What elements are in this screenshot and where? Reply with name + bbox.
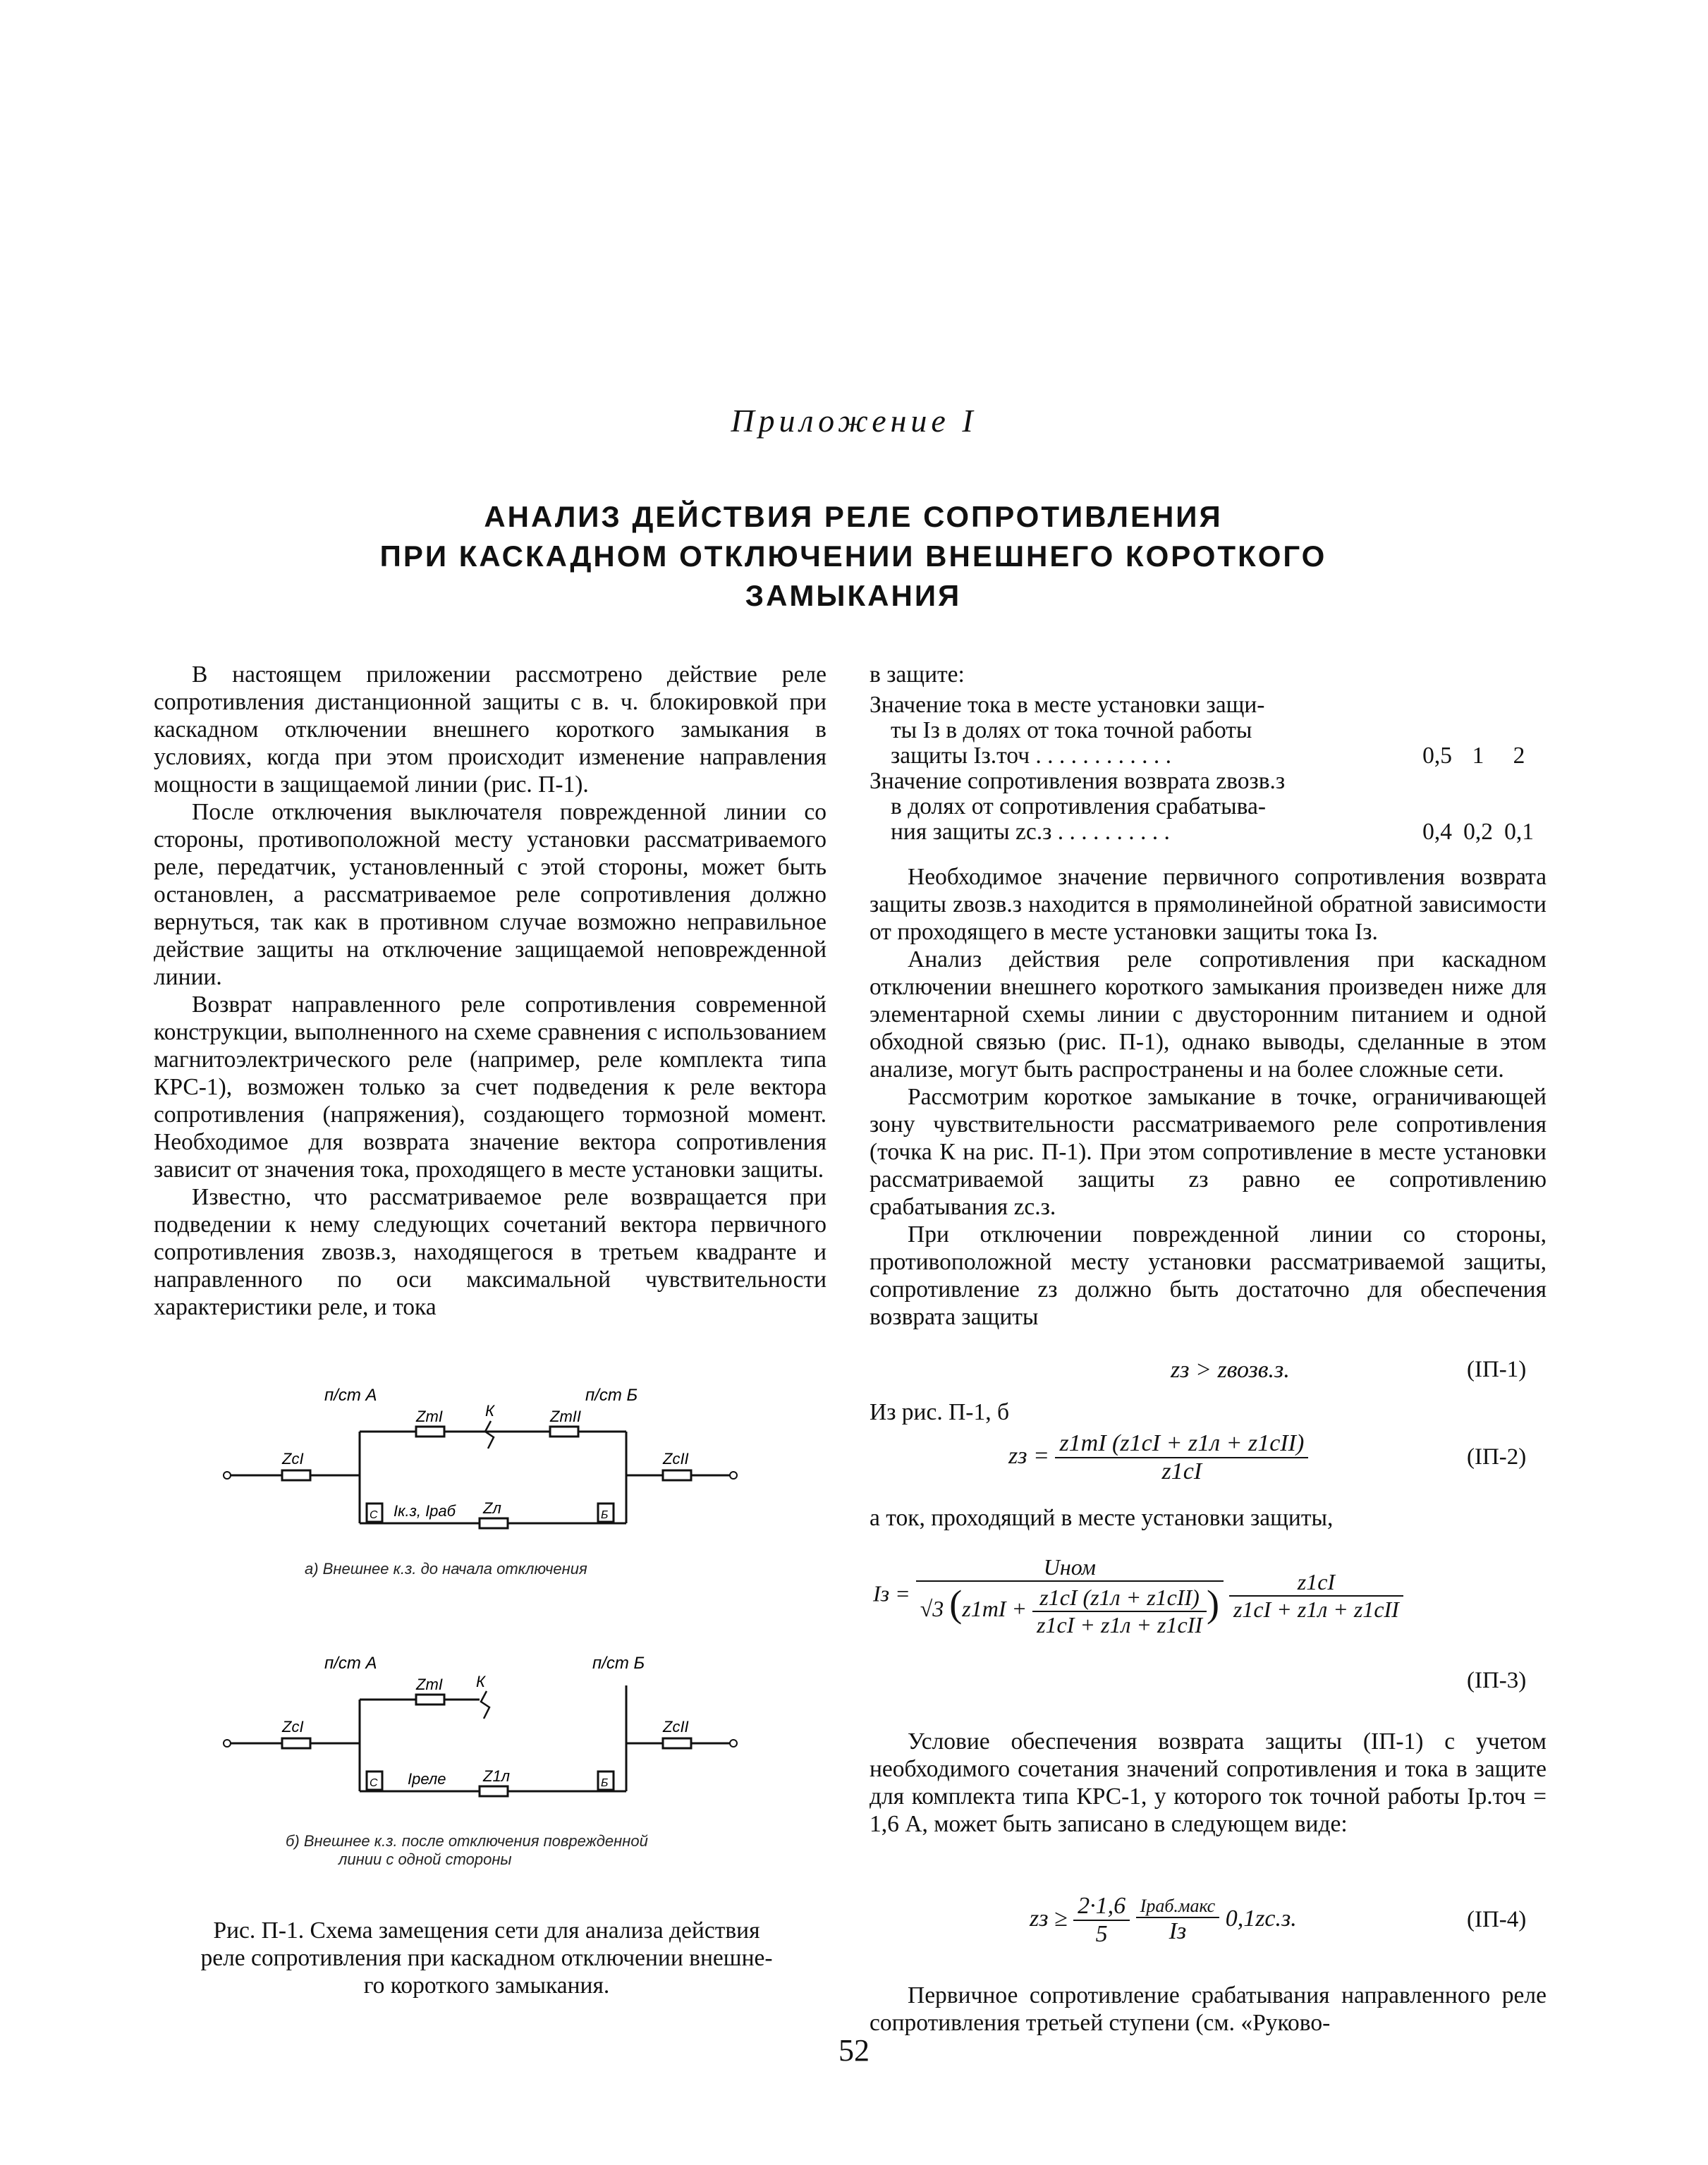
table-cell: 0,2: [1463, 819, 1493, 845]
fraction: [1073, 1893, 1130, 1948]
equation-1: zз > zвозв.з.: [1171, 1357, 1290, 1383]
inner-numerator: z1cI (z1л + z1cII): [1032, 1585, 1207, 1612]
right-column-last: [870, 1982, 1547, 2037]
title-line: ЗАМЫКАНИЯ: [745, 579, 962, 612]
table-cell: [870, 769, 1417, 845]
denominator: 5: [1095, 1921, 1108, 1947]
current-label: Iк.з, Iраб: [394, 1502, 456, 1520]
table-cell: 0,1: [1504, 819, 1534, 845]
numerator: 2·1,6: [1073, 1893, 1130, 1921]
equation-4: [1030, 1893, 1297, 1948]
page-title: [353, 497, 1354, 616]
denominator: Iз: [1169, 1918, 1187, 1944]
table-row: [870, 769, 1539, 845]
caption-line: Рис. П-1. Схема замещения сети для анализа действия: [213, 1917, 760, 1944]
current-label: Iреле: [408, 1770, 446, 1788]
z-source-left-label: ZсI: [282, 1718, 304, 1736]
right-column: [870, 661, 1547, 1331]
caption-line: реле сопротивления при каскадном отключении внешне-: [200, 1945, 773, 1971]
fault-point-label: К: [485, 1402, 494, 1420]
substation-b-label: п/ст Б: [585, 1386, 638, 1405]
z-bottom-label: Z1л: [483, 1767, 511, 1785]
paragraph: Возврат направленного реле сопротивления современной конструкции, выполненного на схеме сравнения с использованием магнитоэлектрического реле (например, реле комплекта типа КРС-1), возможен только за счет подведения к реле вектора сопротивления (напряжения), создающего тормозной момент. Необходимое для возврата значение вектора сопротивления зависит от значения тока, проходящего в месте установки защиты.: [154, 992, 826, 1183]
table-cell: 2: [1513, 743, 1525, 769]
fraction: [1136, 1896, 1220, 1945]
substation-b-label: п/ст Б: [592, 1654, 645, 1673]
equation-number: (IП-4): [1467, 1907, 1527, 1932]
numerator: z1cI: [1229, 1569, 1403, 1597]
numerator: Iраб.макс: [1136, 1896, 1220, 1918]
eq-lhs: zз ≥: [1030, 1905, 1068, 1932]
inner-fraction: [1032, 1585, 1207, 1638]
z-source-left-label: ZсI: [282, 1450, 304, 1468]
from-figure-text: Из рис. П-1, б: [870, 1399, 1009, 1425]
paren-close: ): [1206, 1582, 1219, 1625]
row-label-line: Значение сопротивления возврата zвозв.з: [870, 768, 1286, 794]
fraction: [1229, 1569, 1403, 1623]
relay-right-label: Б: [601, 1509, 609, 1521]
z-top-label: ZтI: [416, 1676, 443, 1693]
numerator: Uном: [916, 1554, 1224, 1582]
right-column-continued: [870, 1728, 1547, 1838]
equation-number: (IП-3): [1467, 1668, 1527, 1693]
fraction: [1055, 1430, 1308, 1485]
equation-number: (IП-2): [1467, 1444, 1527, 1470]
paragraph: В настоящем приложении рассмотрено действие реле сопротивления дистанционной защиты с в. ч. блокировкой при каскадном отключении внешнего короткого замыкания в условиях, когда при этом происходит изменение направления мощности в защищаемой линии (рис. П-1).: [154, 661, 826, 798]
paragraph: При отключении поврежденной линии со стороны, противоположной месту установки рассматриваемой защиты, сопротивление zз должно быть достаточно для обеспечения возврата защиты: [870, 1221, 1547, 1330]
left-column: [154, 661, 826, 1321]
title-line: ПРИ КАСКАДНОМ ОТКЛЮЧЕНИИ ВНЕШНЕГО КОРОТКОГО: [379, 539, 1327, 573]
z-source-right-label: ZсII: [663, 1450, 689, 1468]
table-row: [870, 693, 1539, 769]
table-cell: 0,5: [1422, 743, 1452, 769]
values-table: [870, 693, 1539, 845]
row-label-line: ты Iз в долях от тока точной работы: [891, 717, 1252, 743]
paragraph: Необходимое значение первичного сопротивления возврата защиты zвозв.з находится в прямолинейной обратной зависимости от проходящего в месте установки защиты тока Iз.: [870, 864, 1547, 945]
denominator: z1cI + z1л + z1cII: [1233, 1597, 1399, 1623]
paragraph: Известно, что рассматриваемое реле возвращается при подведении к нему следующих сочетаний вектора первичного сопротивления zвозв.з, находящегося в третьем квадранте и направленного по оси максимальной чувствительности характеристики реле, и тока: [154, 1184, 826, 1320]
z-bottom-label: Zл: [483, 1499, 501, 1517]
caption-line: го короткого замыкания.: [363, 1972, 610, 1999]
table-cell: [870, 693, 1417, 769]
paragraph: После отключения выключателя поврежденной линии со стороны, противоположной месту установки рассматриваемого реле, передатчик, установленный с этой стороны, может быть остановлен, а рассматриваемое реле сопротивления должно вернуться, так как в противном случае возможно неправильное действие защиты на отключение защищаемой неповрежденной линии.: [154, 799, 826, 990]
eq-tail: 0,1zс.з.: [1225, 1905, 1297, 1932]
substation-a-label: п/ст А: [324, 1654, 377, 1673]
diagram-b-caption: линии с одной стороны: [338, 1850, 512, 1868]
numerator: z1mI (z1cI + z1л + z1cII): [1055, 1430, 1308, 1458]
appendix-label: Приложение I: [731, 403, 977, 439]
circuit-diagram-b: [212, 1650, 748, 1805]
equation-3: [873, 1554, 1403, 1638]
sqrt-symbol: √3: [920, 1596, 944, 1621]
relay-left-label: С: [370, 1777, 378, 1789]
eq-lhs: Iз =: [873, 1580, 910, 1606]
table-cell: 0,4: [1422, 819, 1452, 845]
denominator: z1cI: [1161, 1458, 1202, 1484]
figure-caption: [148, 1917, 825, 1999]
z-top-label: ZтI: [416, 1408, 443, 1425]
paragraph: а ток, проходящий в месте установки защиты,: [870, 1505, 1334, 1531]
paragraph: в защите:: [870, 661, 965, 688]
table-cell: 1: [1472, 743, 1484, 769]
fault-point-label: К: [476, 1673, 485, 1690]
eq-lhs: zз =: [1008, 1442, 1049, 1469]
row-label-line: Значение тока в месте установки защи-: [870, 692, 1265, 718]
diagram-a-caption: а) Внешнее к.з. до начала отключения: [305, 1560, 587, 1578]
paren-open: (: [949, 1582, 963, 1625]
row-label-line: ния защиты zс.з . . . . . . . . . .: [891, 819, 1170, 845]
z-top-right-label: ZтII: [550, 1408, 581, 1425]
z-source-right-label: ZсII: [663, 1718, 689, 1736]
inner-term: z1mI +: [962, 1596, 1027, 1621]
paragraph: Рассмотрим короткое замыкание в точке, ограничивающей зону чувствительности рассматриваемого реле сопротивления (точка К на рис. П-1). При этом сопротивление в месте установки рассматриваемой защиты zз равно ее сопротивлению срабатывания zс.з.: [870, 1084, 1547, 1220]
substation-a-label: п/ст А: [324, 1386, 377, 1405]
relay-right-label: Б: [601, 1777, 609, 1789]
equation-2: [1008, 1430, 1308, 1485]
equation-number: (IП-1): [1467, 1357, 1527, 1382]
paragraph: Анализ действия реле сопротивления при каскадном отключении внешнего короткого замыкания произведен ниже для элементарной схемы линии с двусторонним питанием и одной обходной связью (рис. П-1), однако выводы, сделанные в этом анализе, могут быть распространены и на более сложные сети.: [870, 946, 1547, 1082]
circuit-diagram-a: [212, 1382, 748, 1537]
relay-left-label: С: [370, 1509, 378, 1521]
page-number: 52: [838, 2033, 870, 2068]
paragraph: Первичное сопротивление срабатывания направленного реле сопротивления третьей ступени (см. «Руково-: [870, 1982, 1547, 2036]
inner-denominator: z1cI + z1л + z1cII: [1037, 1611, 1202, 1638]
row-label-line: в долях от сопротивления срабатыва-: [891, 793, 1266, 819]
denominator: [916, 1582, 1224, 1638]
fraction: [916, 1554, 1224, 1638]
title-line: АНАЛИЗ ДЕЙСТВИЯ РЕЛЕ СОПРОТИВЛЕНИЯ: [484, 500, 1223, 533]
paragraph: Условие обеспечения возврата защиты (IП-1) с учетом необходимого сочетания значений сопротивления и тока в защите для комплекта типа КРС-1, у которого ток точной работы Iр.точ = 1,6 А, может быть записано в следующем виде:: [870, 1728, 1547, 1837]
row-label-line: защиты Iз.точ . . . . . . . . . . . .: [891, 743, 1172, 769]
diagram-b-caption: б) Внешнее к.з. после отключения поврежденной: [286, 1832, 648, 1850]
